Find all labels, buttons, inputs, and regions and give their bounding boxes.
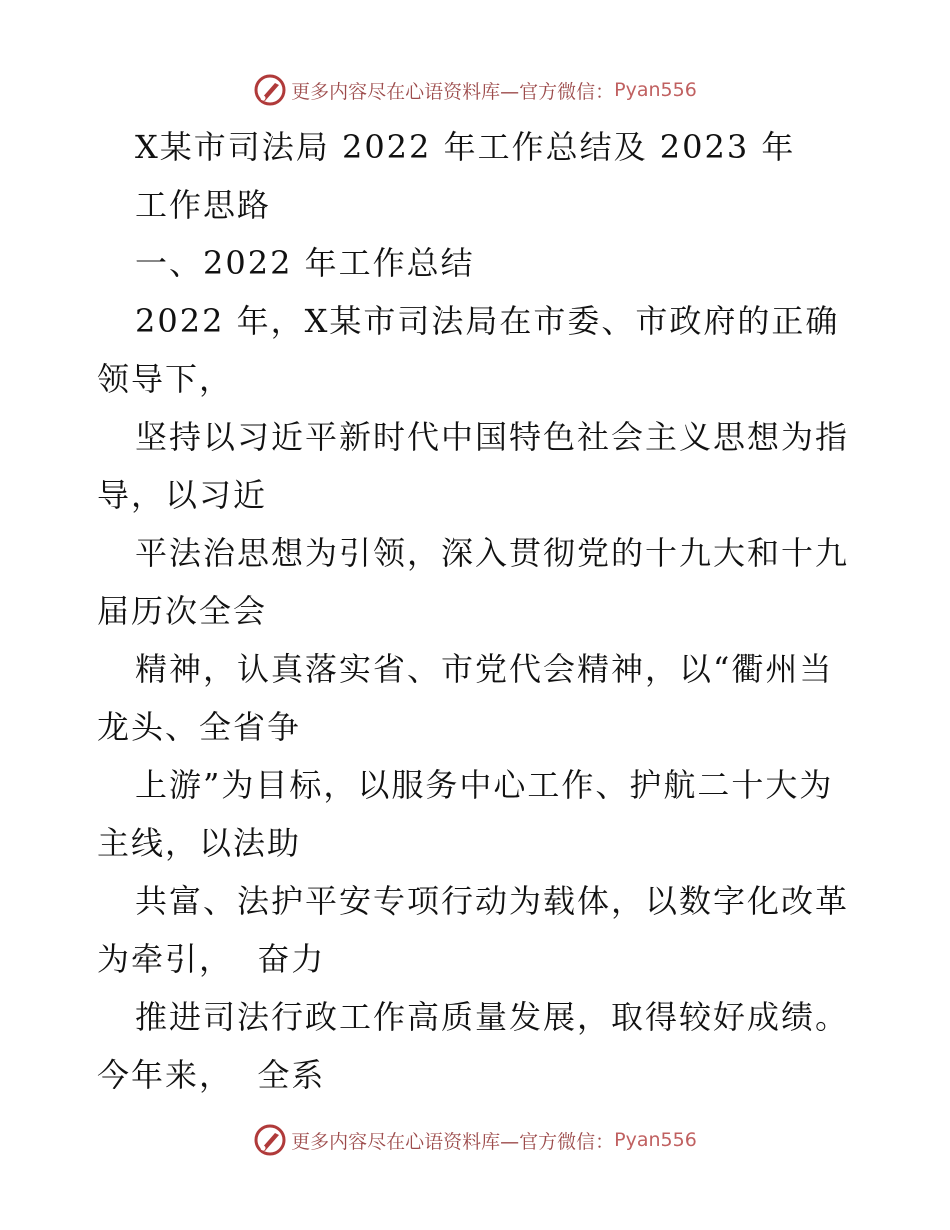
text-line: 上游”为目标，以服务中心工作、护航二十大为: [135, 766, 834, 804]
text-line: 平法治思想为引领，深入贯彻党的十九大和十九: [135, 534, 850, 572]
footer-watermark: [0, 1120, 950, 1160]
text-line: 共富、法护平安专项行动为载体，以数字化改革: [135, 882, 850, 920]
watermark-id: Pyan556: [614, 1129, 697, 1151]
pen-logo-icon: [253, 1123, 287, 1157]
text-line: 主线，以法助: [97, 824, 302, 862]
watermark-text: 更多内容尽在心语资料库—官方微信：: [291, 80, 615, 103]
text-line: 2022 年，X某市司法局在市委、市政府的正确: [135, 302, 840, 340]
text-line: 坚持以习近平新时代中国特色社会主义思想为指: [135, 418, 850, 456]
text-line: 今年来， 全系: [97, 1056, 326, 1094]
text-line: 领导下，: [97, 360, 234, 398]
text-line: 龙头、全省争: [97, 708, 302, 746]
header-watermark: [0, 70, 950, 110]
document-body: [97, 118, 857, 1104]
text-line: 导，以习近: [97, 476, 268, 514]
text-line: 为牵引， 奋力: [97, 940, 326, 978]
text-line: 推进司法行政工作高质量发展，取得较好成绩。: [135, 998, 850, 1036]
text-line: 工作思路: [135, 186, 272, 224]
text-line: 精神，认真落实省、市党代会精神，以“衢州当: [135, 650, 834, 688]
watermark-text: 更多内容尽在心语资料库—官方微信：: [291, 1130, 615, 1153]
pen-logo-icon: [253, 73, 287, 107]
text-line: 届历次全会: [97, 592, 268, 630]
text-line: 一、2022 年工作总结: [135, 244, 475, 282]
text-line: X某市司法局 2022 年工作总结及 2023 年: [135, 128, 796, 166]
watermark-id: Pyan556: [614, 79, 697, 101]
